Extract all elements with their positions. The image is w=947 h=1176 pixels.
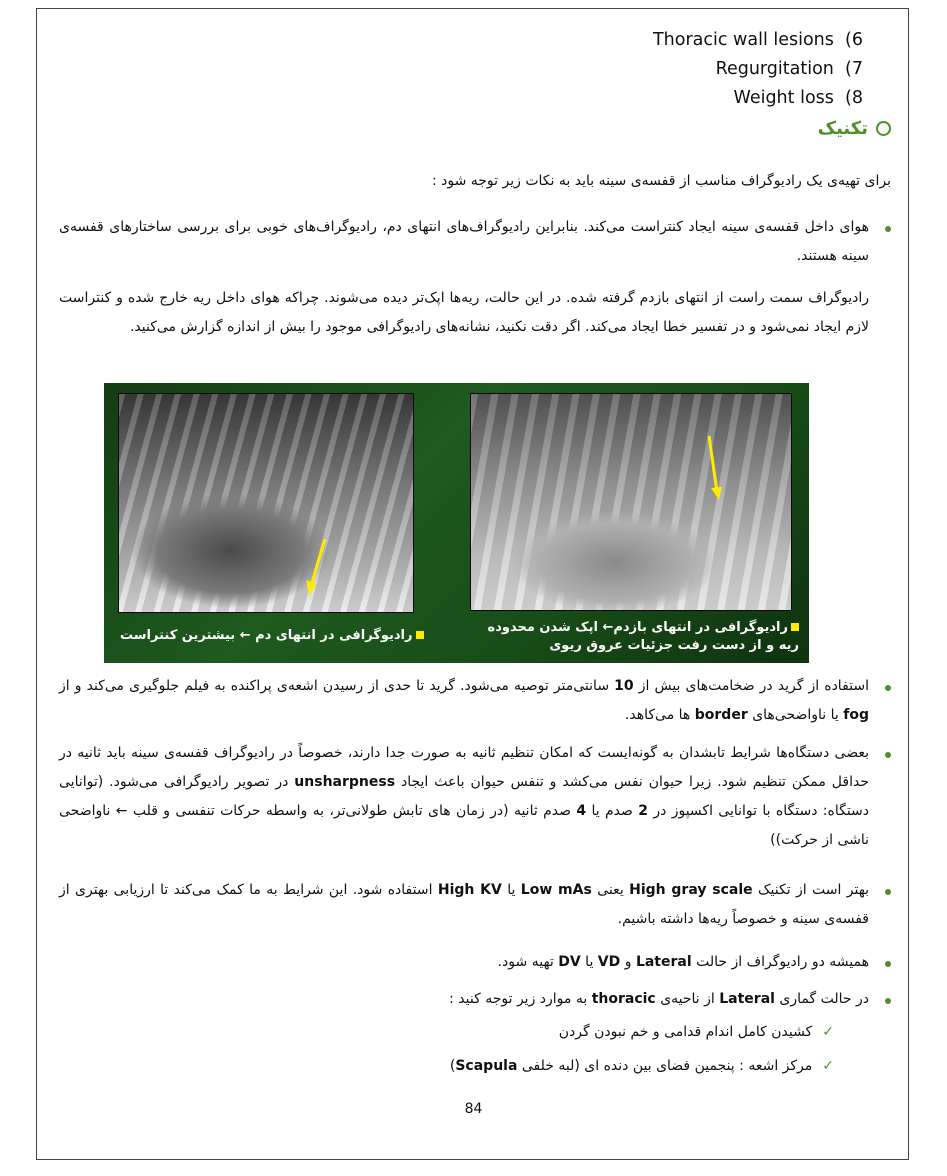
list-item-number: (8 <box>845 88 863 108</box>
radiograph-expiration <box>470 393 792 611</box>
bullet-dot-icon <box>885 889 891 895</box>
list-item-7 <box>716 58 863 80</box>
list-item-number: (7 <box>845 59 863 79</box>
intro-paragraph: برای تهیه‌ی یک رادیوگراف مناسب از قفسه‌ی سینه باید به نکات زیر توجه شود : <box>431 173 891 189</box>
page-number: 84 <box>464 1101 483 1117</box>
list-item-text: Weight loss <box>733 88 834 108</box>
check-item-limbs: ✓کشیدن کامل اندام قدامی و خم نبودن گردن <box>558 1024 834 1040</box>
section-heading-text: تکنیک <box>817 118 868 139</box>
caption-expiration: رادیوگرافی در انتهای بازدم← اپک شدن محدوده ریه و از دست رفت جزئیات عروق ریوی <box>487 620 799 653</box>
section-heading <box>818 118 891 139</box>
bullet-lateral-positioning: در حالت گماری Lateral از ناحیه‌ی thoracic به موارد زیر توجه کنید : <box>59 985 891 1014</box>
bullet-text: هوای داخل قفسه‌ی سینه ایجاد کنتراست می‌کند. بنابراین رادیوگراف‌های انتهای دم، رادیوگراف‌های خوبی برای بررسی ساختارهای قفسه‌ی سینه هستند. <box>59 219 869 264</box>
list-item-number: (6 <box>845 30 863 50</box>
bullet-dot-icon <box>885 685 891 691</box>
bullet-dot-icon <box>885 752 891 758</box>
yellow-square-icon <box>416 631 424 639</box>
check-item-beam-center: ✓مرکز اشعه : پنجمین فضای بین دنده ای (لبه خلفی Scapula) <box>449 1058 834 1074</box>
list-item-text: Thoracic wall lesions <box>652 30 834 50</box>
bullet-exposure-time: بعضی دستگاه‌ها شرایط تابشدان به گونه‌ایست که امکان تنظیم ثانیه به صورت جدا دارند، خصوصاً در رادیوگراف قفسه‌ی سینه باید ثانیه در حداقل ممکن تنظیم شود. زیرا حیوان نفس می‌کشد و تنفس حیوان باعث ایجاد unsharpness در تصویر رادیوگرافی می‌شود. (توانایی دستگاه: دستگاه با توانایی اکسپوز در 2 صدم یا 4 صدم ثانیه (در زمان های تابش طولانی‌تر، به واسطه حرکات تنفسی و قلب ← ناواضحی ناشی از حرکت)) <box>59 739 891 855</box>
circle-bullet-icon <box>876 121 891 136</box>
bullet-dot-icon <box>885 998 891 1004</box>
pointer-arrow <box>119 394 414 613</box>
list-item-8 <box>734 87 863 109</box>
bullet-technique: بهتر است از تکنیک High gray scale یعنی Low mAs یا High KV استفاده شود. این شرایط به ما کمک می‌کند تا ارزیابی بهتری از قفسه‌ی سینه و خصوصاً ریه‌ها داشته باشیم. <box>59 876 891 934</box>
bullet-dot-icon <box>885 961 891 967</box>
caption-inspiration: رادیوگرافی در انتهای دم ← بیشترین کنتراست <box>120 627 424 645</box>
bullet-dot-icon <box>885 226 891 232</box>
radiograph-figure <box>104 383 809 663</box>
list-item-6 <box>653 29 863 51</box>
yellow-square-icon <box>791 623 799 631</box>
list-item-text: Regurgitation <box>715 59 834 79</box>
bullet-air-contrast <box>59 213 891 271</box>
bullet-two-views: همیشه دو رادیوگراف از حالت Lateral و VD یا DV تهیه شود. <box>59 948 891 977</box>
pointer-arrow <box>471 394 792 611</box>
bullet-continuation: رادیوگراف سمت راست از انتهای بازدم گرفته شده. در این حالت، ریه‌ها اپک‌تر دیده می‌شوند. چراکه هوای داخل ریه خارج شده و کنتراست لازم ایجاد نمی‌شود و در تفسیر خطا ایجاد می‌کند. اگر دقت نکنید، نشانه‌های رادیوگرافی موجود را بیش از اندازه گزارش می‌کنید. <box>59 290 869 335</box>
checkmark-icon: ✓ <box>822 1024 834 1040</box>
bullet-grid: استفاده از گرید در ضخامت‌های بیش از 10 سانتی‌متر توصیه می‌شود. گرید تا حدی از رسیدن اشعه‌ی پراکنده به فیلم جلوگیری می‌کند و از fog یا ناواضحی‌های border ها می‌کاهد. <box>59 672 891 730</box>
radiograph-inspiration <box>118 393 414 613</box>
checkmark-icon: ✓ <box>822 1058 834 1074</box>
